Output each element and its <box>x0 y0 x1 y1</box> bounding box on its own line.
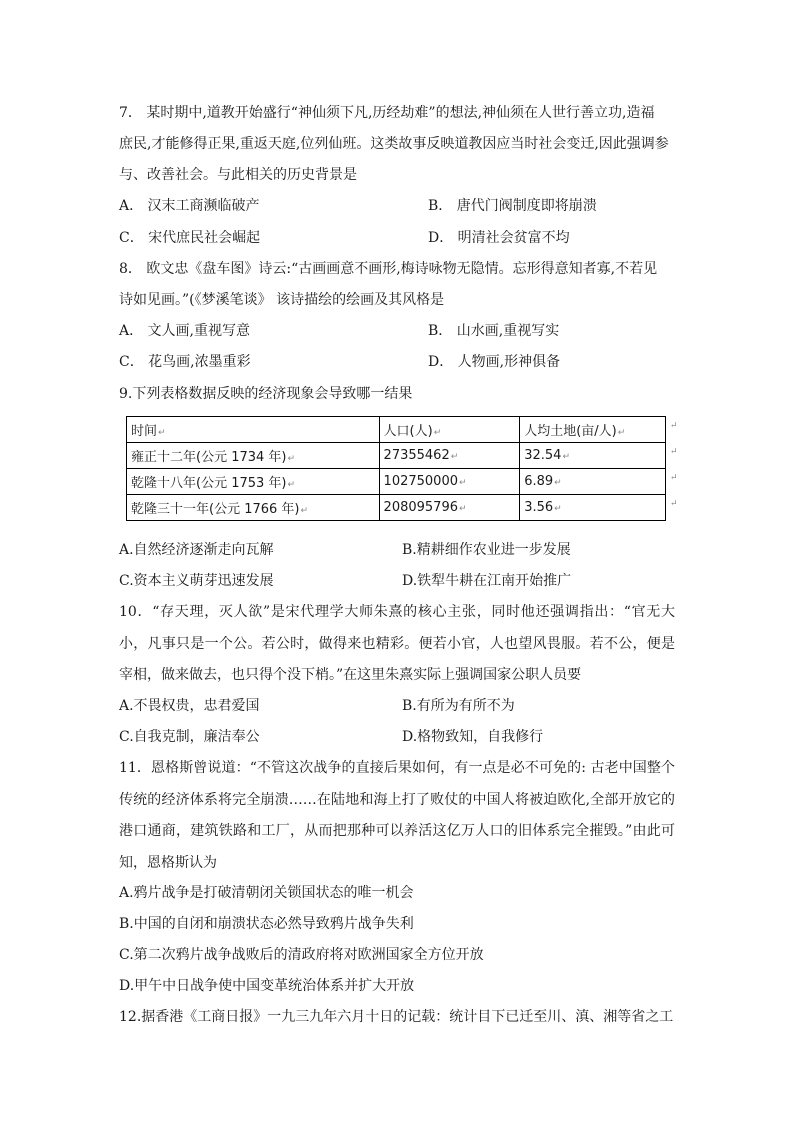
row-end-mark: ↵ <box>670 473 678 483</box>
q11-option-d: D.甲午中日战争使中国变革统治体系并扩大开放 <box>119 978 415 994</box>
q10-option-a: A.不畏权贵，忠君爱国 <box>119 698 260 714</box>
table-header-cell: 时间↵ <box>127 417 380 443</box>
q10-option-d: D.格物致知，自我修行 <box>402 729 544 745</box>
q9-option-a: A.自然经济逐渐走向瓦解 <box>119 542 274 558</box>
q7-stem-line-1: 7． 某时期中,道教开始盛行“神仙须下凡,历经劫难”的想法,神仙须在人世行善立功,造福 <box>119 105 655 121</box>
q11-option-c: C.第二次鸦片战争战败后的清政府将对欧洲国家全方位开放 <box>119 947 484 963</box>
row-end-mark: ↵ <box>670 447 678 457</box>
q7-stem-line-2: 庶民,才能修得正果,重返天庭,位列仙班。这类故事反映道教因应当时社会变迁,因此强调参 <box>119 136 669 152</box>
q8-option-c: C． 花鸟画,浓墨重彩 <box>119 354 251 370</box>
q8-option-d: D． 人物画,形神俱备 <box>428 354 561 370</box>
table-header-cell: 人均土地(亩/人)↵ <box>520 417 666 443</box>
q8-option-a: A． 文人画,重视写意 <box>119 323 251 339</box>
table-cell: 102750000↵ <box>379 469 520 495</box>
population-land-table <box>126 416 666 521</box>
table-row <box>127 495 666 521</box>
table-cell: 雍正十二年(公元 1734 年)↵ <box>127 443 380 469</box>
table-cell: 32.54↵ <box>520 443 666 469</box>
table-cell: 3.56↵ <box>520 495 666 521</box>
q7-option-c: C． 宋代庶民社会崛起 <box>119 230 261 246</box>
q12-stem: 12.据香港《工商日报》一九三九年六月十日的记载：统计目下已迁至川、滇、湘等省之工 <box>119 1009 674 1025</box>
table-header-cell: 人口(人)↵ <box>379 417 520 443</box>
q9-stem: 9.下列表格数据反映的经济现象会导致哪一结果 <box>119 386 413 402</box>
table-cell: 27355462↵ <box>379 443 520 469</box>
q10-option-c: C.自我克制，廉洁奉公 <box>119 729 260 745</box>
q7-option-a: A． 汉末工商濒临破产 <box>119 198 260 214</box>
q8-option-b: B． 山水画,重视写实 <box>428 323 560 339</box>
q10-option-b: B.有所为有所不为 <box>402 698 515 714</box>
q9-option-d: D.铁犁牛耕在江南开始推广 <box>402 573 572 589</box>
q11-option-b: B.中国的自闭和崩溃状态必然导致鸦片战争失利 <box>119 916 414 932</box>
table-row <box>127 443 666 469</box>
table-cell: 6.89↵ <box>520 469 666 495</box>
q10-stem: 10．“存天理，灭人欲”是宋代理学大师朱熹的核心主张，同时他还强调指出：“官无大小，凡事只是一个公。若公时，做得来也精彩。便若小官，人也望风畏服。若不公，便是宰相，做来做去，也只得个没下梢。”在这里朱熹实际上强调国家公职人员要 <box>119 604 675 683</box>
table-cell: 乾隆三十一年(公元 1766 年)↵ <box>127 495 380 521</box>
table-header-row <box>127 417 666 443</box>
row-end-mark: ↵ <box>670 499 678 509</box>
q7-option-b: B． 唐代门阀制度即将崩溃 <box>428 198 597 214</box>
q8-stem-line-2: 诗如见画。”(《梦溪笔谈》 该诗描绘的绘画及其风格是 <box>119 292 445 308</box>
q11-stem: 11．恩格斯曾说道：“不管这次战争的直接后果如何，有一点是必不可免的: 古老中国整个传统的经济体系将完全崩溃……在陆地和海上打了败仗的中国人将被迫欧化,全部开放它的港口通商，建筑铁路和工厂，从而把那种可以养活这亿万人口的旧体系完全摧毁。”由此可知，恩格斯认为 <box>119 760 675 871</box>
table-cell: 208095796↵ <box>379 495 520 521</box>
q9-option-b: B.精耕细作农业进一步发展 <box>402 542 571 558</box>
q9-option-c: C.资本主义萌芽迅速发展 <box>119 573 274 589</box>
row-end-mark: ↵ <box>670 421 678 431</box>
q7-stem-line-3: 与、改善社会。与此相关的历史背景是 <box>119 167 357 183</box>
table-row <box>127 469 666 495</box>
q11-option-a: A.鸦片战争是打破清朝闭关锁国状态的唯一机会 <box>119 885 414 901</box>
q8-stem-line-1: 8． 欧文忠《盘车图》诗云:“古画画意不画形,梅诗咏物无隐情。忘形得意知者寡,不若见 <box>119 261 658 277</box>
table-cell: 乾隆十八年(公元 1753 年)↵ <box>127 469 380 495</box>
q7-option-d: D． 明清社会贫富不均 <box>428 230 570 246</box>
